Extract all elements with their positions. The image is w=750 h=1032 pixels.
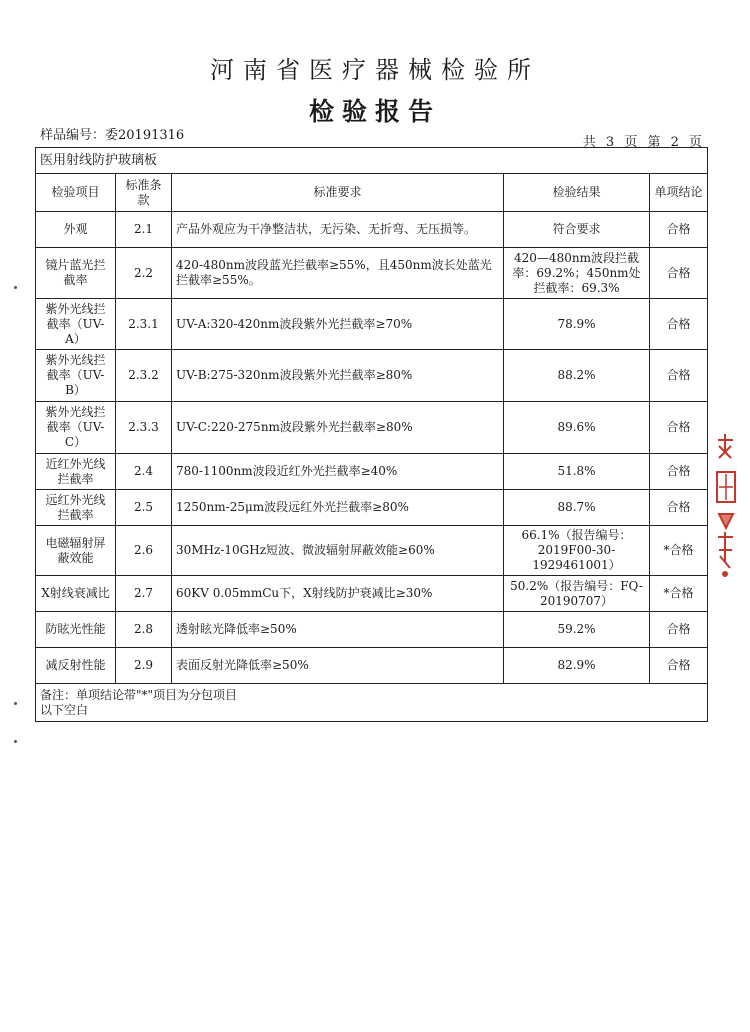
- conclusion: 合格: [650, 299, 708, 350]
- scan-speck: [14, 286, 17, 289]
- item-name: 紫外光线拦截率（UV-C）: [36, 402, 116, 454]
- table-row: [36, 350, 708, 402]
- conclusion: *合格: [650, 526, 708, 576]
- requirement: UV-C:220-275nm波段紫外光拦截率≥80%: [172, 402, 504, 454]
- clause: 2.5: [116, 490, 172, 526]
- requirement: UV-B:275-320nm波段紫外光拦截率≥80%: [172, 350, 504, 402]
- conclusion: 合格: [650, 612, 708, 648]
- organization-name: 河南省医疗器械检验所: [210, 56, 540, 84]
- product-row: [36, 148, 708, 174]
- table-row: [36, 454, 708, 490]
- clause: 2.8: [116, 612, 172, 648]
- product-name: 医用射线防护玻璃板: [36, 148, 708, 174]
- col-header-item: 检验项目: [36, 174, 116, 212]
- table-row: [36, 576, 708, 612]
- red-seal-stamp: [715, 432, 736, 580]
- inspection-table: [35, 147, 708, 722]
- requirement: 产品外观应为干净整洁状，无污染、无折弯、无压损等。: [172, 212, 504, 248]
- result: 88.7%: [504, 490, 650, 526]
- table-row: [36, 212, 708, 248]
- clause: 2.6: [116, 526, 172, 576]
- col-header-clause: 标准条款: [116, 174, 172, 212]
- result: 50.2%（报告编号：FQ-20190707）: [504, 576, 650, 612]
- result: 66.1%（报告编号：2019F00-30-1929461001）: [504, 526, 650, 576]
- clause: 2.3.3: [116, 402, 172, 454]
- conclusion: 合格: [650, 490, 708, 526]
- notes-row: [36, 684, 708, 722]
- requirement: 420-480nm波段蓝光拦截率≥55%，且450nm波长处蓝光拦截率≥55%。: [172, 248, 504, 299]
- scan-speck: [14, 740, 17, 743]
- header-row: [36, 174, 708, 212]
- conclusion: 合格: [650, 454, 708, 490]
- requirement: 1250nm-25μm波段远红外光拦截率≥80%: [172, 490, 504, 526]
- table-row: [36, 526, 708, 576]
- blank-note: 以下空白: [40, 702, 89, 717]
- clause: 2.1: [116, 212, 172, 248]
- notes-cell: [36, 684, 708, 722]
- item-name: 紫外光线拦截率（UV-A）: [36, 299, 116, 350]
- table-row: [36, 648, 708, 684]
- item-name: 近红外光线拦截率: [36, 454, 116, 490]
- conclusion: 合格: [650, 648, 708, 684]
- seal-icon: [715, 432, 736, 580]
- table-row: [36, 248, 708, 299]
- result: 82.9%: [504, 648, 650, 684]
- conclusion: 合格: [650, 402, 708, 454]
- item-name: 紫外光线拦截率（UV-B）: [36, 350, 116, 402]
- page-info: 共 3 页 第 2 页: [582, 135, 705, 150]
- item-name: 镜片蓝光拦截率: [36, 248, 116, 299]
- clause: 2.9: [116, 648, 172, 684]
- item-name: X射线衰减比: [36, 576, 116, 612]
- result: 59.2%: [504, 612, 650, 648]
- requirement: 60KV 0.05mmCu下，X射线防护衰减比≥30%: [172, 576, 504, 612]
- item-name: 防眩光性能: [36, 612, 116, 648]
- clause: 2.3.2: [116, 350, 172, 402]
- sample-number: 样品编号：委20191316: [40, 128, 185, 143]
- item-name: 电磁辐射屏蔽效能: [36, 526, 116, 576]
- clause: 2.3.1: [116, 299, 172, 350]
- col-header-result: 检验结果: [504, 174, 650, 212]
- requirement: 透射眩光降低率≥50%: [172, 612, 504, 648]
- requirement: 表面反射光降低率≥50%: [172, 648, 504, 684]
- conclusion: 合格: [650, 212, 708, 248]
- item-name: 减反射性能: [36, 648, 116, 684]
- conclusion: *合格: [650, 576, 708, 612]
- conclusion: 合格: [650, 350, 708, 402]
- requirement: 780-1100nm波段近红外光拦截率≥40%: [172, 454, 504, 490]
- col-header-conclusion: 单项结论: [650, 174, 708, 212]
- requirement: UV-A:320-420nm波段紫外光拦截率≥70%: [172, 299, 504, 350]
- report-title: 检验报告: [308, 97, 441, 126]
- item-name: 远红外光线拦截率: [36, 490, 116, 526]
- clause: 2.2: [116, 248, 172, 299]
- clause: 2.7: [116, 576, 172, 612]
- table-row: [36, 490, 708, 526]
- table-row: [36, 402, 708, 454]
- result: 符合要求: [504, 212, 650, 248]
- result: 89.6%: [504, 402, 650, 454]
- scan-speck: [14, 702, 17, 705]
- table-row: [36, 299, 708, 350]
- conclusion: 合格: [650, 248, 708, 299]
- col-header-requirement: 标准要求: [172, 174, 504, 212]
- table-row: [36, 612, 708, 648]
- seal-mark: [715, 432, 736, 580]
- result: 51.8%: [504, 454, 650, 490]
- requirement: 30MHz-10GHz短波、微波辐射屏蔽效能≥60%: [172, 526, 504, 576]
- result: 88.2%: [504, 350, 650, 402]
- clause: 2.4: [116, 454, 172, 490]
- item-name: 外观: [36, 212, 116, 248]
- notes-text: 备注：单项结论带"*"项目为分包项目: [40, 687, 238, 702]
- result: 420—480nm波段拦截率：69.2%；450nm处拦截率：69.3%: [504, 248, 650, 299]
- result: 78.9%: [504, 299, 650, 350]
